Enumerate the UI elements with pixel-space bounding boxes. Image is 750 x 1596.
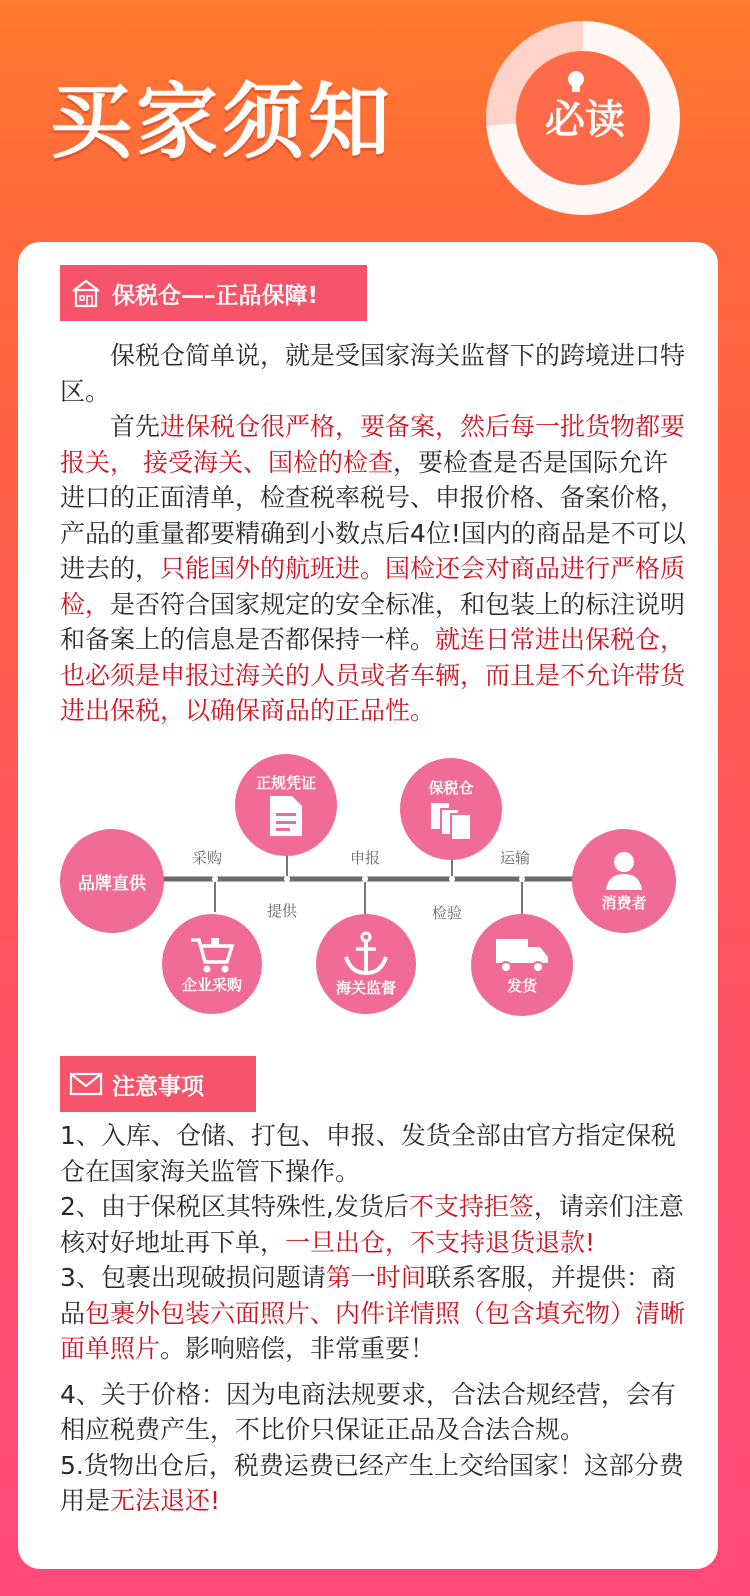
highlight-text: 包裹外包装六面照片、内件详情照（包含填充物）清晰面单照片 bbox=[60, 1298, 686, 1363]
highlight-text: 第一时间 bbox=[325, 1263, 426, 1292]
section-notes-header bbox=[60, 1056, 256, 1112]
section-title: 注意事项 bbox=[112, 1073, 204, 1100]
edge-label-purchase: 采购 bbox=[192, 849, 223, 867]
section-notes-text bbox=[60, 1118, 690, 1519]
highlight-text: 就连日常进出保税仓，也必须是申报过海关的人员或者车辆，而且是不允许带货进出保税，以确保商品的正品性。 bbox=[60, 625, 686, 725]
highlight-text: 无法退还! bbox=[110, 1486, 221, 1515]
node-shipping bbox=[471, 914, 573, 1016]
node-label: 正规凭证 bbox=[255, 773, 316, 792]
highlight-text: 不支持拒签 bbox=[408, 1192, 534, 1221]
node-certificate bbox=[235, 754, 337, 856]
text-segment: 首先 bbox=[110, 412, 161, 441]
node-consumer bbox=[572, 829, 676, 933]
text-segment: 3、包裹出现破损问题请 bbox=[60, 1263, 326, 1292]
highlight-text: 只能国外的航班进。国检还会对商品进行严格质检， bbox=[60, 554, 686, 619]
cart-icon bbox=[187, 934, 237, 974]
highlight-text: 进保税仓很严格，要备案，然后每一批货物都要报关， 接受海关、国检的检查 bbox=[60, 412, 686, 477]
node-brand-supply bbox=[60, 829, 164, 933]
page-title: 买家须知 bbox=[50, 75, 395, 170]
note-item-1: 1、入库、仓储、打包、申报、发货全部由官方指定保税仓在国家海关监管下操作。 bbox=[60, 1121, 676, 1186]
highlight-text: 一旦出仓，不支持退货退款! bbox=[285, 1227, 596, 1257]
edge-label-provide: 提供 bbox=[267, 902, 298, 920]
edge-label-transport: 运输 bbox=[500, 849, 531, 867]
node-bonded-warehouse bbox=[400, 758, 502, 860]
section-bonded-warehouse-text bbox=[60, 338, 690, 729]
warehouse-icon bbox=[60, 265, 112, 321]
document-icon bbox=[267, 793, 305, 839]
node-label: 发货 bbox=[506, 976, 537, 995]
text-segment: 2、由于保税区其特殊性,发货后 bbox=[60, 1192, 409, 1221]
text-segment: 5.货物出仓后，税费运费已经产生上交给国家！这部分费用是 bbox=[60, 1450, 684, 1515]
text-segment: 。影响赔偿，非常重要！ bbox=[160, 1334, 436, 1363]
section-bonded-warehouse-header bbox=[60, 265, 367, 321]
text-segment: ，请亲们注意核对好地址再下单， bbox=[60, 1192, 684, 1257]
paragraph-intro: 保税仓简单说，就是受国家海关监督下的跨境进口特区。 bbox=[60, 341, 686, 406]
node-label: 企业采购 bbox=[181, 975, 242, 994]
edge-label-declare: 申报 bbox=[350, 849, 381, 867]
text-segment: 是否符合国家规定的安全标准，和包装上的标注说明和备案上的信息是否都保持一样。 bbox=[60, 589, 686, 654]
user-icon bbox=[604, 850, 644, 892]
node-label: 消费者 bbox=[601, 893, 647, 912]
node-label: 海关监督 bbox=[335, 978, 396, 997]
node-label: 保税仓 bbox=[428, 778, 474, 797]
must-read-badge: 必读 bbox=[545, 97, 625, 143]
truck-icon bbox=[494, 935, 550, 975]
lightbulb-icon bbox=[567, 70, 585, 96]
note-item-4: 4、关于价格：因为电商法规要求，合法合规经营，会有相应税费产生，不比价只保证正品及合法合规。 bbox=[60, 1379, 676, 1444]
supply-chain-diagram bbox=[60, 752, 685, 1012]
node-label: 品牌直供 bbox=[78, 873, 146, 894]
section-title: 保税仓—–正品保障! bbox=[112, 282, 318, 309]
envelope-icon bbox=[60, 1056, 112, 1112]
files-icon bbox=[428, 798, 474, 842]
text-segment: 联系客服，并提供：商品 bbox=[60, 1263, 676, 1328]
node-enterprise-purchase bbox=[162, 914, 262, 1014]
edge-label-inspect: 检验 bbox=[432, 904, 463, 922]
node-customs-supervision bbox=[316, 914, 416, 1014]
text-segment: ，要检查是否是国际允许进口的正面清单，检查税率税号、申报价格、备案价格，产品的重量都要精确到小数点后4位!国内的商品是不可以进去的， bbox=[60, 447, 686, 583]
anchor-icon bbox=[341, 931, 391, 977]
